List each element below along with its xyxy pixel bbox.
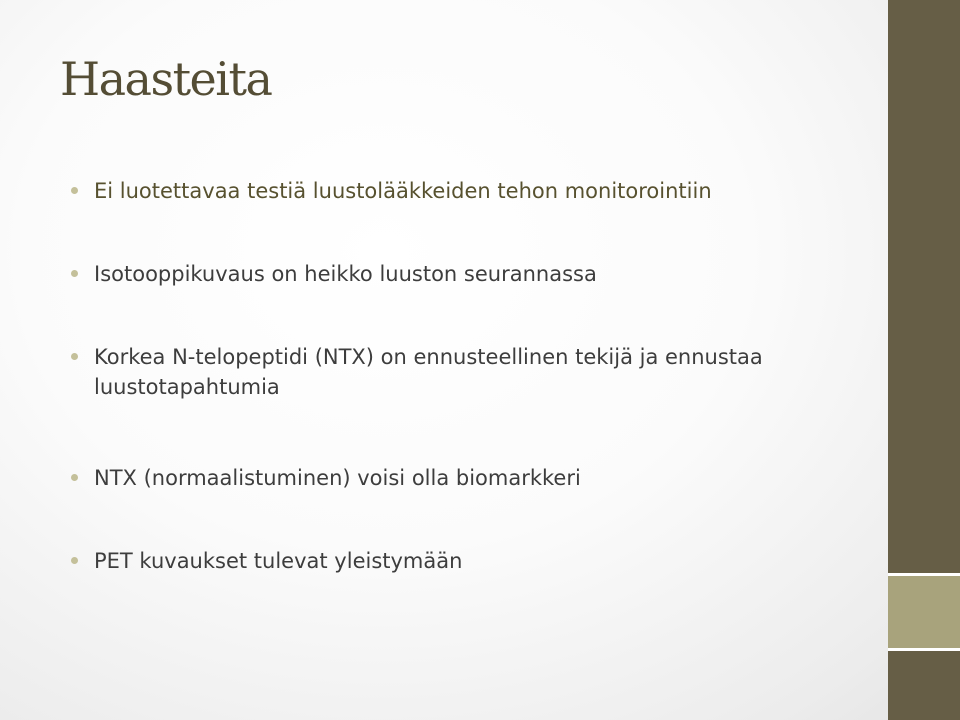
bullet-text: Ei luotettavaa testiä luustolääkkeiden tehon monitorointiin <box>94 179 712 203</box>
bullet-text: NTX (normaalistuminen) voisi olla biomarkkeri <box>94 466 581 490</box>
bullet-text: PET kuvaukset tulevat yleistymään <box>94 549 463 573</box>
bullet-dot-icon <box>71 474 78 481</box>
side-bar-accent-band <box>888 576 960 648</box>
bullet-dot-icon <box>71 270 78 277</box>
bullet-item <box>94 546 774 576</box>
bullet-dot-icon <box>71 353 78 360</box>
bullet-item <box>94 342 774 402</box>
decorative-side-bar <box>888 0 960 720</box>
bullet-item <box>94 259 774 289</box>
bullet-item <box>94 463 774 493</box>
bullet-item <box>94 176 774 206</box>
bullet-text: Korkea N-telopeptidi (NTX) on ennusteellinen tekijä ja ennustaa luustotapahtumia <box>94 345 763 399</box>
bullet-dot-icon <box>71 557 78 564</box>
side-bar-separator <box>888 648 960 651</box>
bullet-text: Isotooppikuvaus on heikko luuston seurannassa <box>94 262 597 286</box>
bullet-dot-icon <box>71 187 78 194</box>
slide-title: Haasteita <box>60 52 272 106</box>
